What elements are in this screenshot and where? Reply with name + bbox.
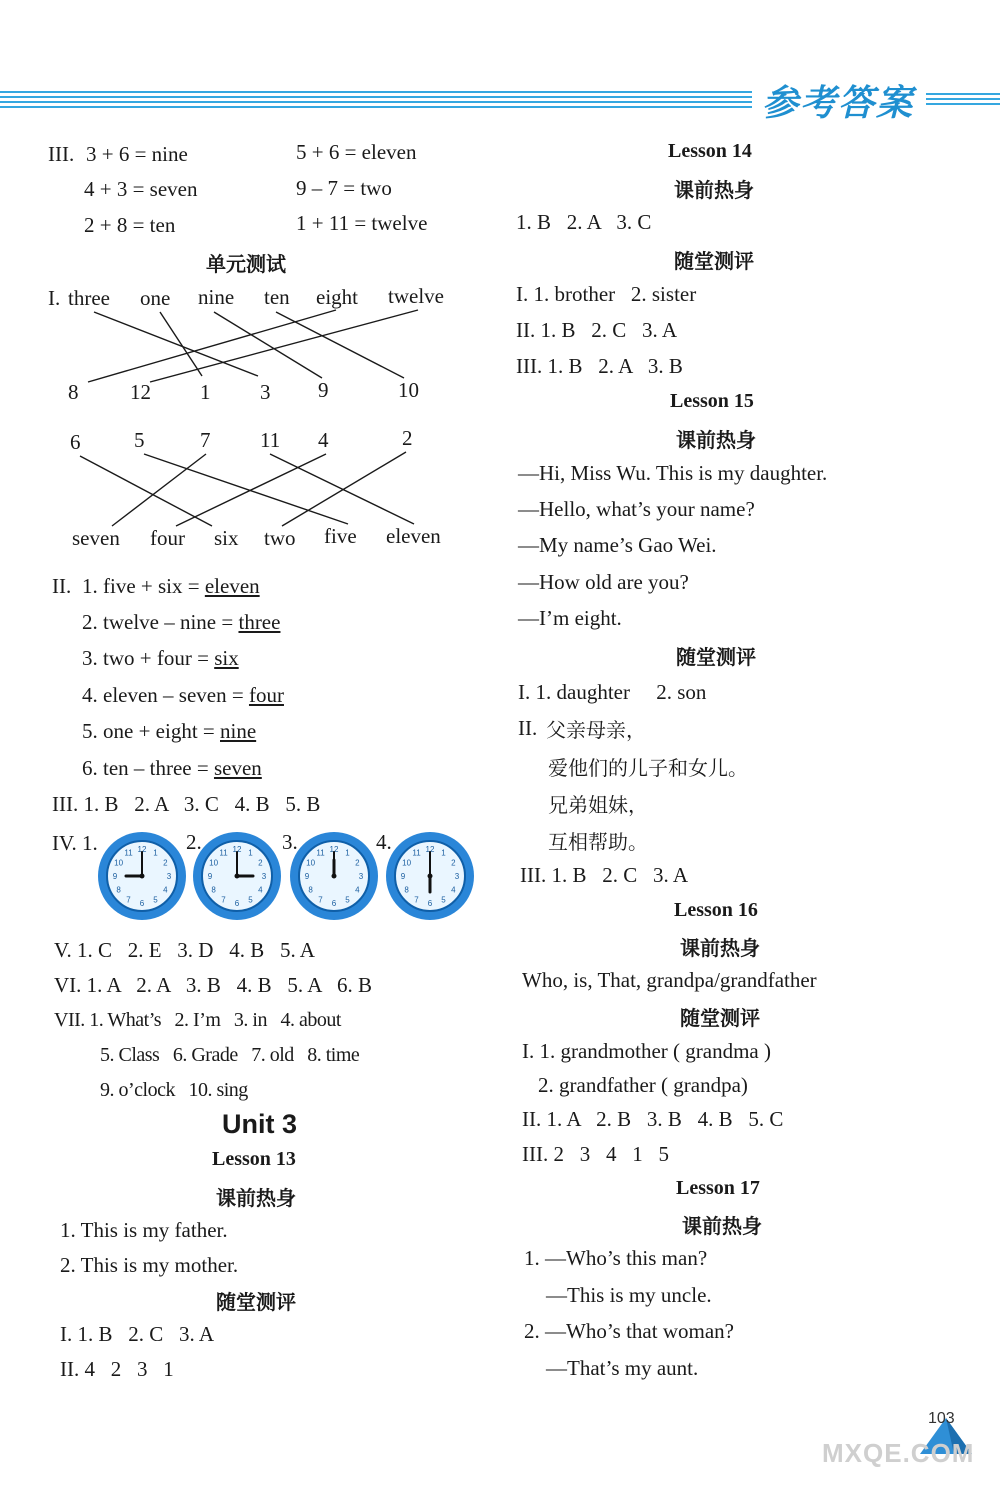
answer-line: 1. This is my father.	[60, 1218, 228, 1242]
clock-center	[235, 874, 240, 879]
clock-numeral: 11	[412, 848, 421, 858]
quiz-heading: 随堂测评	[676, 645, 756, 669]
section-iv-label: IV. 1.	[52, 831, 98, 855]
clock-numeral: 6	[427, 899, 433, 908]
equation: 4 + 3 = seven	[84, 177, 198, 201]
answer-line: I. 1. grandmother ( grandma )	[522, 1039, 771, 1063]
watermark-text: MXQE.COM	[822, 1438, 975, 1468]
clock-center	[428, 874, 433, 879]
clock-numeral: 2	[258, 858, 263, 868]
answer-line: II. 1. A 2. B 3. B 4. B 5. C	[522, 1107, 784, 1131]
dialogue-line: 1. —Who’s this man?	[524, 1246, 708, 1270]
answer-line: I. 1. B 2. C 3. A	[60, 1322, 215, 1346]
clock-numeral: 2	[355, 858, 360, 868]
answer-line: I. 1. brother 2. sister	[516, 282, 697, 306]
clock-numeral: 7	[318, 895, 323, 905]
match-word: six	[214, 526, 239, 550]
equation: 3 + 6 = nine	[86, 142, 188, 166]
clock-numeral: 9	[304, 872, 310, 881]
match-word: three	[68, 286, 110, 310]
section-vi-answers: VI. 1. A 2. A 3. B 4. B 5. A 6. B	[54, 973, 372, 997]
poem-line: 父亲母亲，	[546, 718, 646, 742]
answer-line: II. 4 2 3 1	[60, 1357, 174, 1381]
clock-icon	[191, 830, 283, 922]
poem-line: 互相帮助。	[548, 830, 648, 854]
item-answer: six	[214, 646, 239, 670]
item-number: 2.	[186, 830, 202, 854]
match-number: 4	[318, 428, 329, 452]
matching-lines	[0, 0, 480, 560]
page-number: 103	[928, 1410, 955, 1427]
clock-numeral: 8	[211, 885, 216, 895]
warmup-heading: 课前热身	[682, 1214, 762, 1238]
clock-numeral: 4	[451, 885, 456, 895]
item-number: 5.	[82, 719, 98, 743]
match-word: twelve	[388, 284, 444, 308]
match-word: eight	[316, 285, 358, 309]
clock-numeral: 1	[345, 848, 350, 858]
item-expression: eleven – seven =	[103, 683, 249, 707]
quiz-heading: 随堂测评	[674, 249, 754, 273]
section-vii-line2: 5. Class 6. Grade 7. old 8. time	[100, 1044, 360, 1066]
section-iii-label: III.	[48, 142, 75, 166]
clock-numeral: 8	[308, 885, 313, 895]
exercise-item	[82, 574, 260, 599]
clock-numeral: 12	[137, 845, 147, 854]
clock-numeral: 1	[441, 848, 446, 858]
item-answer: three	[238, 610, 281, 634]
answer-line: I. 1. daughter 2. son	[518, 680, 707, 704]
clock-numeral: 5	[248, 895, 253, 905]
clock-numeral: 5	[153, 895, 158, 905]
exercise-item	[82, 646, 239, 671]
clock-numeral: 9	[400, 872, 406, 881]
dialogue-line: —This is my uncle.	[546, 1283, 712, 1307]
clock-icon	[384, 830, 476, 922]
match-number: 10	[398, 378, 419, 402]
equation: 5 + 6 = eleven	[296, 140, 417, 164]
lesson-heading: Lesson 17	[676, 1177, 760, 1199]
clock-numeral: 12	[329, 845, 339, 854]
clock-icon	[288, 830, 380, 922]
clock-numeral: 3	[261, 872, 267, 881]
match-number: 1	[200, 380, 211, 404]
unit-heading: Unit 3	[222, 1109, 298, 1139]
equation: 1 + 11 = twelve	[296, 211, 428, 235]
clock-numeral: 7	[221, 895, 226, 905]
lesson-heading: Lesson 16	[674, 899, 758, 921]
warmup-heading: 课前热身	[680, 936, 760, 960]
item-number: 4.	[82, 683, 98, 707]
dialogue-line: —That’s my aunt.	[546, 1356, 699, 1380]
warmup-heading: 课前热身	[674, 178, 754, 202]
match-number: 7	[200, 428, 211, 452]
clock-numeral: 11	[316, 848, 325, 858]
clock-numeral: 8	[404, 885, 409, 895]
item-expression: ten – three =	[103, 756, 214, 780]
match-number: 2	[402, 426, 413, 450]
answer-line: III. 1. B 2. C 3. A	[520, 863, 688, 887]
matching-label: I.	[48, 286, 61, 310]
match-number: 5	[134, 428, 145, 452]
answer-line: 2. grandfather ( grandpa)	[538, 1073, 748, 1097]
exercise-item	[82, 683, 284, 708]
clock-numeral: 8	[116, 885, 121, 895]
clock-icon	[96, 830, 188, 922]
exercise-item	[82, 719, 256, 744]
clock-center	[140, 874, 145, 879]
item-expression: five + six =	[103, 574, 205, 598]
item-expression: twelve – nine =	[103, 610, 239, 634]
match-word: four	[150, 526, 185, 550]
clock-numeral: 3	[358, 872, 364, 881]
item-answer: nine	[220, 719, 257, 743]
clock-numeral: 6	[331, 899, 337, 908]
quiz-heading: 随堂测评	[216, 1290, 296, 1314]
section-vii-line1: VII. 1. What’s 2. I’m 3. in 4. about	[54, 1009, 341, 1031]
clock-numeral: 1	[248, 848, 253, 858]
lesson-heading: Lesson 13	[212, 1148, 296, 1170]
answer-line: 1. B 2. A 3. C	[516, 210, 652, 234]
section-iii-answers: III. 1. B 2. A 3. C 4. B 5. B	[52, 792, 321, 816]
equation: 2 + 8 = ten	[84, 213, 176, 237]
answer-line: III. 2 3 4 1 5	[522, 1142, 669, 1166]
warmup-heading: 课前热身	[676, 428, 756, 452]
item-expression: two + four =	[103, 646, 215, 670]
clock-numeral: 9	[112, 872, 118, 881]
lesson-heading: Lesson 14	[668, 140, 752, 162]
exercise-item	[82, 610, 280, 635]
clock-numeral: 3	[454, 872, 460, 881]
match-number: 6	[70, 430, 81, 454]
page-title: 参考答案	[762, 83, 915, 124]
clock-numeral: 6	[234, 899, 240, 908]
item-number: 2.	[82, 610, 98, 634]
poem-line: 兄弟姐妹，	[548, 793, 648, 817]
match-word: seven	[72, 526, 120, 550]
section-vii-line3: 9. o’clock 10. sing	[100, 1079, 248, 1101]
section-v-answers: V. 1. C 2. E 3. D 4. B 5. A	[54, 938, 315, 962]
dialogue-line: —Hello, what’s your name?	[518, 497, 755, 521]
unit-test-heading: 单元测试	[206, 252, 286, 276]
match-number: 11	[260, 428, 281, 452]
clock-numeral: 6	[139, 899, 145, 908]
clock-numeral: 5	[441, 895, 446, 905]
item-number: 3.	[82, 646, 98, 670]
match-number: 3	[260, 380, 271, 404]
match-number: 12	[130, 380, 151, 404]
match-word: one	[140, 286, 171, 310]
match-number: 9	[318, 378, 329, 402]
answer-line: Who, is, That, grandpa/grandfather	[522, 968, 817, 992]
match-word: ten	[264, 285, 290, 309]
item-answer: seven	[213, 756, 262, 780]
item-number: 6.	[82, 756, 98, 780]
equation: 9 – 7 = two	[296, 176, 392, 200]
item-number: 1.	[82, 574, 98, 598]
clock-numeral: 2	[451, 858, 456, 868]
match-word: eleven	[386, 524, 441, 548]
answer-line: 2. This is my mother.	[60, 1253, 239, 1277]
dialogue-line: —Hi, Miss Wu. This is my daughter.	[518, 461, 828, 485]
clock-numeral: 10	[209, 858, 219, 868]
item-answer: four	[248, 683, 284, 707]
item-number: 3.	[282, 830, 298, 854]
clock-numeral: 4	[163, 885, 168, 895]
clock-numeral: 4	[355, 885, 360, 895]
clock-numeral: 4	[258, 885, 263, 895]
clock-numeral: 12	[232, 845, 242, 854]
clock-numeral: 10	[114, 858, 124, 868]
dialogue-line: —My name’s Gao Wei.	[518, 533, 717, 557]
dialogue-line: —I’m eight.	[518, 606, 622, 630]
dialogue-line: —How old are you?	[518, 570, 689, 594]
clock-numeral: 5	[345, 895, 350, 905]
answer-line: III. 1. B 2. A 3. B	[516, 354, 683, 378]
clock-numeral: 3	[166, 872, 172, 881]
item-expression: one + eight =	[103, 719, 220, 743]
clock-numeral: 1	[153, 848, 158, 858]
clock-numeral: 7	[126, 895, 131, 905]
quiz-heading: 随堂测评	[680, 1006, 760, 1030]
clock-numeral: 7	[414, 895, 419, 905]
match-word: two	[264, 526, 296, 550]
clock-numeral: 12	[425, 845, 435, 854]
poem-line: 爱他们的儿子和女儿。	[548, 756, 748, 780]
clock-numeral: 9	[207, 872, 213, 881]
dialogue-line: 2. —Who’s that woman?	[524, 1319, 734, 1343]
clock-numeral: 11	[219, 848, 228, 858]
lesson-heading: Lesson 15	[670, 390, 754, 412]
warmup-heading: 课前热身	[216, 1186, 296, 1210]
match-number: 8	[68, 380, 79, 404]
match-word: nine	[198, 285, 235, 309]
match-word: five	[324, 524, 357, 548]
exercise-item	[82, 756, 262, 781]
clock-center	[332, 874, 337, 879]
answer-line: II. 1. B 2. C 3. A	[516, 318, 678, 342]
clock-numeral: 2	[163, 858, 168, 868]
section-ii-label: II.	[518, 716, 538, 740]
clock-numeral: 10	[402, 858, 412, 868]
clock-numeral: 11	[124, 848, 133, 858]
item-answer: eleven	[204, 574, 260, 598]
item-number: 4.	[376, 830, 392, 854]
clock-numeral: 10	[306, 858, 316, 868]
section-ii-label: II.	[52, 574, 72, 598]
